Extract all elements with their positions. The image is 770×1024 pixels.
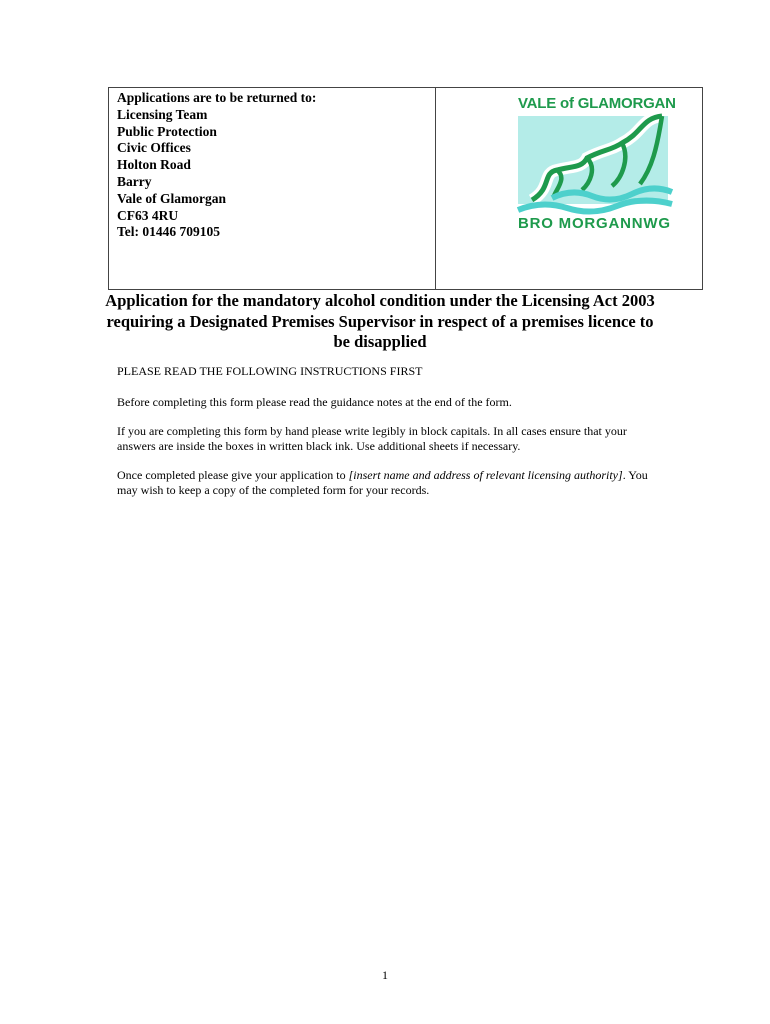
address-line: Holton Road bbox=[117, 157, 191, 173]
address-line: Public Protection bbox=[117, 123, 217, 139]
vale-of-glamorgan-logo bbox=[512, 88, 682, 233]
header-box bbox=[108, 87, 703, 290]
instruction-paragraph: Before completing this form please read the guidance notes at the end of the form. bbox=[117, 395, 512, 409]
logo-top-text: VALE of GLAMORGAN bbox=[518, 95, 676, 112]
instructions-heading: PLEASE READ THE FOLLOWING INSTRUCTIONS FIRST bbox=[117, 364, 423, 378]
address-line: Civic Offices bbox=[117, 140, 191, 156]
instruction-paragraph bbox=[117, 468, 657, 498]
box-divider bbox=[435, 88, 436, 289]
return-address bbox=[117, 90, 316, 241]
address-line: Tel: 01446 709105 bbox=[117, 224, 221, 240]
placeholder-text: [insert name and address of relevant licensing authority] bbox=[348, 468, 623, 482]
address-line: Applications are to be returned to: bbox=[117, 90, 317, 105]
para-text: Once completed please give your application to bbox=[117, 468, 349, 482]
logo-bottom-text: BRO MORGANNWG bbox=[518, 215, 670, 232]
address-line: Vale of Glamorgan bbox=[117, 190, 226, 206]
form-title: Application for the mandatory alcohol condition under the Licensing Act 2003 requiring a Designated Premises Supervisor in respect of a premises licence to be disapplied bbox=[105, 291, 655, 351]
page-number: 1 bbox=[382, 968, 388, 982]
para-text: . You may wish to keep a copy of the completed form for your records. bbox=[117, 468, 648, 497]
address-line: CF63 4RU bbox=[117, 207, 179, 223]
instruction-paragraph: If you are completing this form by hand please write legibly in block capitals. In all cases ensure that your answers are inside the boxes in written black ink. Use additional sheets if necessary. bbox=[117, 424, 627, 453]
address-line: Licensing Team bbox=[117, 106, 208, 122]
address-line: Barry bbox=[117, 173, 152, 189]
